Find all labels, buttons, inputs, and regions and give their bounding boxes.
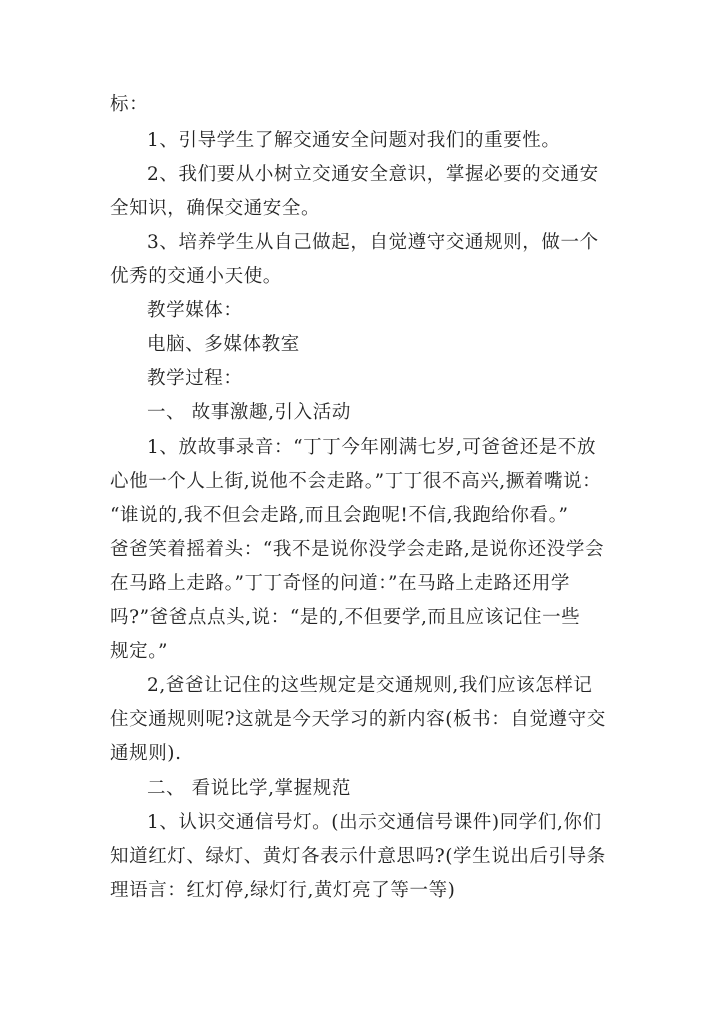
text-line-18: 2,爸爸让记住的这些规定是交通规则,我们应该怎样记 bbox=[147, 675, 593, 696]
text-line-15: 在马路上走路。”丁丁奇怪的问道：”在马路上走路还用学 bbox=[110, 573, 571, 594]
text-line-14: 爸爸笑着摇着头：“我不是说你没学会走路,是说你还没学会 bbox=[110, 539, 605, 560]
text-line-4: 全知识，确保交通安全。 bbox=[110, 198, 321, 219]
text-line-19: 住交通规则呢?这就是今天学习的新内容(板书：自觉遵守交 bbox=[110, 709, 606, 730]
text-line-10: 一、 故事激趣,引入活动 bbox=[147, 402, 351, 423]
text-line-2: 1、引导学生了解交通安全问题对我们的重要性。 bbox=[147, 130, 561, 151]
text-line-20: 通规则). bbox=[110, 743, 182, 764]
text-line-12: 心他一个人上街,说他不会走路。”丁丁很不高兴,撅着嘴说： bbox=[110, 471, 602, 492]
text-line-3: 2、我们要从小树立交通安全意识，掌握必要的交通安 bbox=[147, 164, 599, 185]
text-line-7: 教学媒体： bbox=[147, 300, 243, 321]
text-line-1: 标： bbox=[110, 94, 149, 115]
text-line-11: 1、放故事录音：“丁丁今年刚满七岁,可爸爸还是不放 bbox=[147, 437, 597, 458]
text-line-5: 3、培养学生从自己做起，自觉遵守交通规则，做一个 bbox=[147, 232, 599, 253]
text-line-9: 教学过程： bbox=[147, 368, 243, 389]
text-line-6: 优秀的交通小天使。 bbox=[110, 266, 282, 287]
text-line-13: “谁说的,我不但会走路,而且会跑呢!不信,我跑给你看。” bbox=[110, 505, 569, 526]
text-line-24: 理语言：红灯停,绿灯行,黄灯亮了等一等) bbox=[110, 880, 456, 901]
text-line-8: 电脑、多媒体教室 bbox=[147, 334, 300, 355]
text-line-23: 知道红灯、绿灯、黄灯各表示什意思吗?(学生说出后引导条 bbox=[110, 846, 606, 867]
text-line-22: 1、认识交通信号灯。(出示交通信号课件)同学们,你们 bbox=[147, 812, 602, 833]
text-line-17: 规定。” bbox=[110, 641, 169, 662]
text-line-21: 二、 看说比学,掌握规范 bbox=[147, 778, 351, 799]
text-line-16: 吗?”爸爸点点头,说：“是的,不但要学,而且应该记住一些 bbox=[110, 607, 581, 628]
